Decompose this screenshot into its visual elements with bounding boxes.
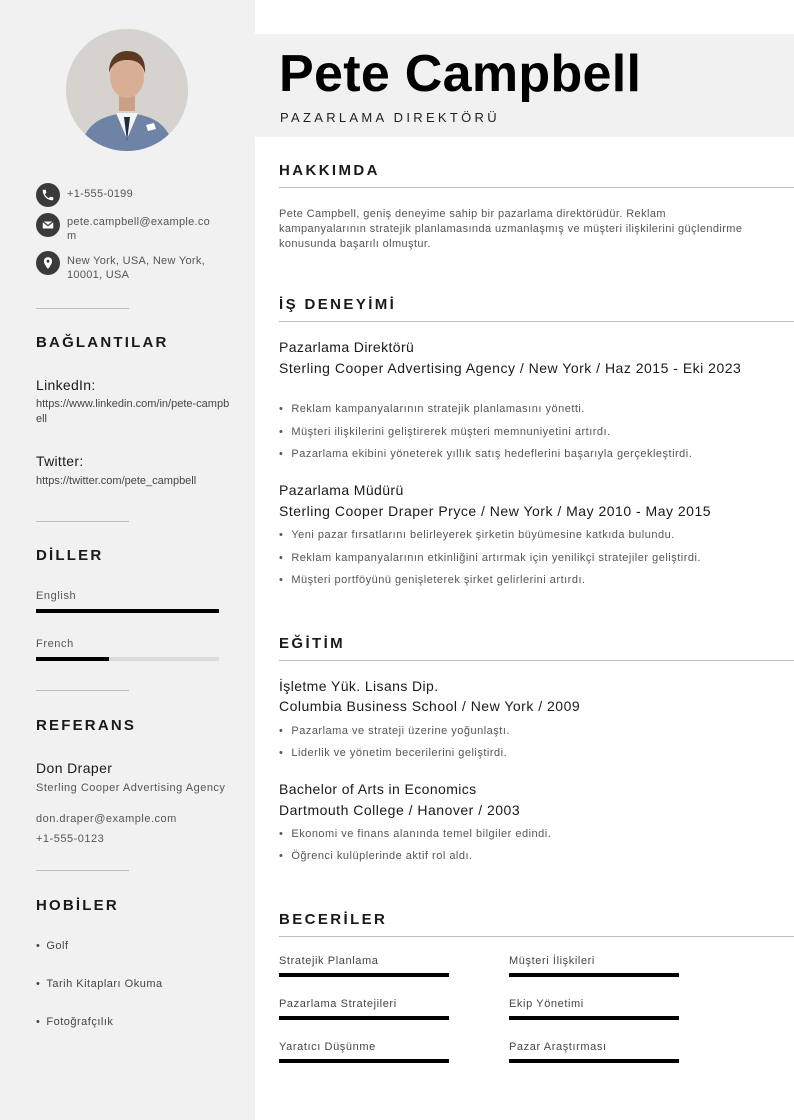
- skill-level-bar: [279, 973, 449, 977]
- school-info: Dartmouth College / Hanover / 2003: [279, 802, 521, 818]
- main-content: [255, 0, 794, 1120]
- degree-title: Bachelor of Arts in Economics: [279, 781, 477, 797]
- email-link[interactable]: pete.campbell@example.com: [67, 216, 211, 242]
- job-bullet: • Müşteri ilişkilerini geliştirerek müşteri memnuniyetini artırdı.: [279, 426, 611, 438]
- skills-heading: BECERİLER: [279, 911, 388, 928]
- education-bullet: • Ekonomi ve finans alanında temel bilgiler edindi.: [279, 828, 551, 840]
- skill-level-bar: [279, 1016, 449, 1020]
- hobby-item: • Golf: [36, 940, 69, 952]
- degree-title: İşletme Yük. Lisans Dip.: [279, 678, 439, 694]
- skill-level-fill: [509, 1059, 679, 1063]
- education-bullet: • Pazarlama ve strateji üzerine yoğunlaştı.: [279, 725, 510, 737]
- job-bullet: • Müşteri portföyünü genişleterek şirket gelirlerini artırdı.: [279, 574, 586, 586]
- school-info: Columbia Business School / New York / 2009: [279, 698, 581, 714]
- contact-email: [36, 213, 217, 243]
- reference-email[interactable]: don.draper@example.com: [36, 813, 177, 825]
- job-bullet: • Reklam kampanyalarının etkinliğini artırmak için yenilikçi stratejiler geliştirdi.: [279, 552, 701, 564]
- reference-name: Don Draper: [36, 760, 113, 776]
- skill-level-fill: [279, 1059, 449, 1063]
- languages-heading: DİLLER: [36, 547, 104, 564]
- skill-level-fill: [279, 1016, 449, 1020]
- language-level-bar: [36, 657, 219, 661]
- person-name: Pete Campbell: [279, 45, 642, 103]
- skill-level-bar: [509, 973, 679, 977]
- language-level-fill: [36, 609, 219, 613]
- education-bullet: • Öğrenci kulüplerinde aktif rol aldı.: [279, 850, 473, 862]
- location-pin-icon: [36, 251, 60, 275]
- job-bullet: • Yeni pazar fırsatlarını belirleyerek şirketin büyümesine katkıda bulundu.: [279, 529, 675, 541]
- language-name: English: [36, 590, 77, 602]
- reference-company: Sterling Cooper Advertising Agency: [36, 782, 226, 794]
- phone-text: +1-555-0199: [67, 188, 133, 200]
- links-heading: BAĞLANTILAR: [36, 334, 169, 351]
- contact-phone: [36, 183, 217, 207]
- education-heading: EĞİTİM: [279, 635, 346, 652]
- about-text: Pete Campbell, geniş deneyime sahip bir pazarlama direktörüdür. Reklam kampanyalarının stratejik planlamasında uzmanlaşmış ve müşteri ilişkilerini güçlendirme konusunda başarılı olmuştur.: [279, 208, 743, 250]
- skill-name: Yaratıcı Düşünme: [279, 1041, 376, 1053]
- twitter-label: Twitter:: [36, 453, 84, 469]
- skill-name: Pazar Araştırması: [509, 1041, 607, 1053]
- skill-level-bar: [279, 1059, 449, 1063]
- linkedin-link[interactable]: https://www.linkedin.com/in/pete-campbell: [36, 398, 230, 425]
- skill-name: Ekip Yönetimi: [509, 998, 584, 1010]
- job-organization: Sterling Cooper Draper Pryce / New York / May 2010 - May 2015: [279, 503, 712, 519]
- job-bullet: • Reklam kampanyalarının stratejik planlamasını yönetti.: [279, 403, 585, 415]
- skill-level-fill: [509, 973, 679, 977]
- divider: [36, 870, 129, 871]
- skill-name: Stratejik Planlama: [279, 955, 379, 967]
- divider: [36, 521, 129, 522]
- sidebar: [0, 0, 255, 1120]
- skill-level-bar: [509, 1059, 679, 1063]
- reference-heading: REFERANS: [36, 717, 137, 734]
- skill-level-fill: [279, 973, 449, 977]
- language-name: French: [36, 638, 74, 650]
- section-rule: [279, 660, 794, 661]
- skill-level-fill: [509, 1016, 679, 1020]
- job-role: Pazarlama Müdürü: [279, 482, 404, 498]
- job-role: Pazarlama Direktörü: [279, 339, 415, 355]
- language-level-fill: [36, 657, 109, 661]
- section-rule: [279, 187, 794, 188]
- section-rule: [279, 321, 794, 322]
- linkedin-label: LinkedIn:: [36, 377, 96, 393]
- job-organization: Sterling Cooper Advertising Agency / New York / Haz 2015 - Eki 2023: [279, 360, 742, 376]
- phone-icon: [36, 183, 60, 207]
- reference-phone: +1-555-0123: [36, 833, 105, 845]
- hobbies-heading: HOBİLER: [36, 897, 119, 914]
- hobby-item: • Tarih Kitapları Okuma: [36, 978, 163, 990]
- mail-icon: [36, 213, 60, 237]
- header-band: [255, 34, 794, 137]
- profile-photo: [66, 29, 188, 151]
- experience-heading: İŞ DENEYİMİ: [279, 296, 397, 313]
- job-bullet: • Pazarlama ekibini yöneterek yıllık satış hedeflerini başarıyla gerçekleştirdi.: [279, 448, 692, 460]
- education-bullet: • Liderlik ve yönetim becerilerini geliştirdi.: [279, 747, 507, 759]
- language-level-bar: [36, 609, 219, 613]
- section-rule: [279, 936, 794, 937]
- divider: [36, 690, 129, 691]
- location-text: New York, USA, New York, 10001, USA: [67, 255, 206, 281]
- skill-name: Pazarlama Stratejileri: [279, 998, 397, 1010]
- contact-location: [36, 251, 217, 282]
- twitter-link[interactable]: https://twitter.com/pete_campbell: [36, 475, 197, 487]
- divider: [36, 308, 129, 309]
- skill-name: Müşteri İlişkileri: [509, 955, 595, 967]
- about-heading: HAKKIMDA: [279, 162, 380, 179]
- skill-level-bar: [509, 1016, 679, 1020]
- hobby-item: • Fotoğrafçılık: [36, 1016, 113, 1028]
- person-title: PAZARLAMA DIREKTÖRÜ: [280, 110, 500, 125]
